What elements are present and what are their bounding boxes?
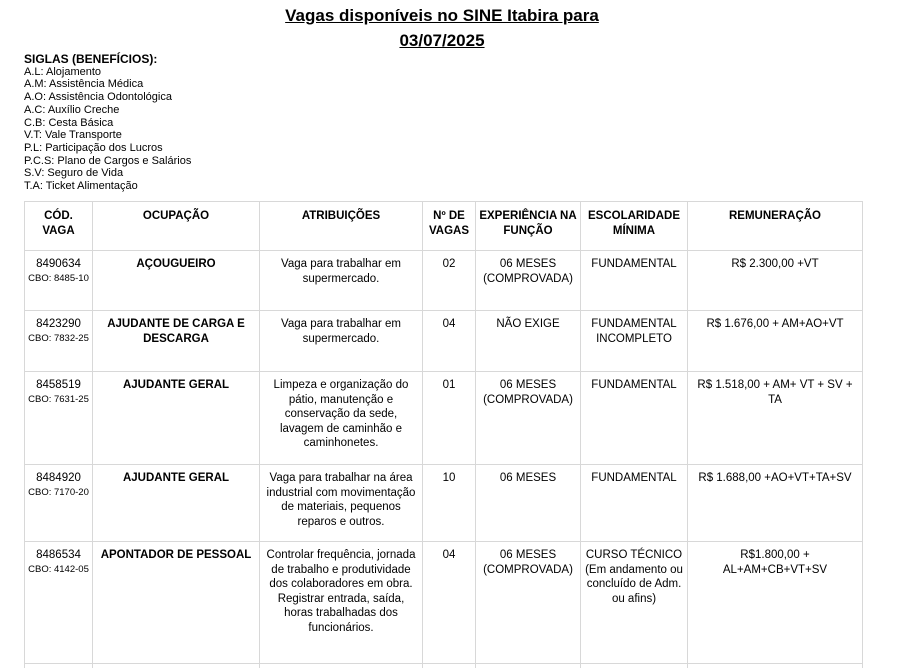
legend-item: C.B: Cesta Básica [24, 116, 114, 129]
job-code: 8490634 [36, 258, 81, 270]
cell-atribuicoes: Limpeza e organização do pátio, manutenção e conservação da sede, lavagem de caminhão e caminhonetes. [260, 372, 423, 465]
job-openings-table [24, 201, 863, 668]
cell-atribuicoes: Vaga para trabalhar em supermercado. [260, 251, 423, 311]
table-row [25, 465, 863, 542]
cell-ocupacao: AÇOUGUEIRO [93, 251, 260, 311]
cell-n-vagas: 02 [423, 251, 476, 311]
legend-item: V.T: Vale Transporte [24, 129, 122, 142]
legend-item: P.L: Participação dos Lucros [24, 141, 163, 154]
cell-atribuicoes: Vaga para trabalhar na área industrial com movimentação de materiais, pequenos reparos e outros. [260, 465, 423, 542]
header-ocupacao: OCUPAÇÃO [93, 202, 260, 251]
benefits-legend-heading: SIGLAS (BENEFÍCIOS): [24, 52, 158, 66]
cbo-code: CBO: 7832-25 [28, 332, 89, 344]
cell-escolaridade: FUNDAMENTAL [581, 251, 688, 311]
cell-n-vagas: 04 [423, 542, 476, 664]
cell-remuneracao: R$ 1.676,00 + AM+AO+VT [688, 311, 863, 372]
legend-item: A.O: Assistência Odontológica [24, 91, 172, 104]
cell-cod-vaga [25, 542, 93, 664]
job-code: 8458519 [36, 379, 81, 391]
table-header-row [25, 202, 863, 251]
cell-ocupacao: AJUDANTE GERAL [93, 465, 260, 542]
job-code: 8484920 [36, 472, 81, 484]
cell-escolaridade: CURSO TÉCNICO (Em andamento ou concluído de Adm. ou afins) [581, 542, 688, 664]
header-cod-vaga: CÓD. VAGA [25, 202, 93, 251]
header-atribuicoes: ATRIBUIÇÕES [260, 202, 423, 251]
legend-item: A.M: Assistência Médica [24, 78, 144, 91]
table-row-partial [25, 664, 863, 668]
table-row [25, 251, 863, 311]
cell-ocupacao: APONTADOR DE PESSOAL [93, 542, 260, 664]
job-code: 8423290 [36, 318, 81, 330]
cell-cod-vaga [25, 311, 93, 372]
cell-experiencia: NÃO EXIGE [476, 311, 581, 372]
cbo-code: CBO: 7170-20 [28, 486, 89, 498]
table-row [25, 311, 863, 372]
cell-ocupacao: AJUDANTE DE CARGA E DESCARGA [93, 311, 260, 372]
cell-remuneracao: R$ 2.300,00 +VT [688, 251, 863, 311]
cell-n-vagas: 10 [423, 465, 476, 542]
legend-item: T.A: Ticket Alimentação [24, 180, 138, 193]
cbo-code: CBO: 4142-05 [28, 563, 89, 575]
cell-experiencia: 06 MESES (COMPROVADA) [476, 251, 581, 311]
table-row [25, 542, 863, 664]
cell-experiencia: 06 MESES [476, 465, 581, 542]
cell-remuneracao: R$1.800,00 + AL+AM+CB+VT+SV [688, 542, 863, 664]
job-code: 8486534 [36, 549, 81, 561]
legend-item: A.L: Alojamento [24, 65, 102, 78]
benefits-legend [24, 53, 191, 193]
cell-experiencia: 06 MESES (COMPROVADA) [476, 542, 581, 664]
cell-n-vagas: 01 [423, 372, 476, 465]
legend-item: A.C: Auxílio Creche [24, 103, 120, 116]
cell-escolaridade: FUNDAMENTAL [581, 372, 688, 465]
header-experiencia: EXPERIÊNCIA NA FUNÇÃO [476, 202, 581, 251]
cell-atribuicoes: Controlar frequência, jornada de trabalho e produtividade dos colaboradores em obra. Registrar entrada, saída, horas trabalhadas dos funcionários. [260, 542, 423, 664]
table-row [25, 372, 863, 465]
cell-cod-vaga [25, 372, 93, 465]
cell-cod-vaga [25, 251, 93, 311]
cell-remuneracao: R$ 1.518,00 + AM+ VT + SV + TA [688, 372, 863, 465]
cell-escolaridade: FUNDAMENTAL INCOMPLETO [581, 311, 688, 372]
cell-remuneracao: R$ 1.688,00 +AO+VT+TA+SV [688, 465, 863, 542]
header-escolaridade: ESCOLARIDADE MÍNIMA [581, 202, 688, 251]
page-date: 03/07/2025 [399, 31, 485, 50]
header-n-vagas: Nº DE VAGAS [423, 202, 476, 251]
cell-escolaridade: FUNDAMENTAL [581, 465, 688, 542]
cbo-code: CBO: 8485-10 [28, 272, 89, 284]
page-title: Vagas disponíveis no SINE Itabira para [285, 6, 599, 25]
cbo-code: CBO: 7631-25 [28, 393, 89, 405]
legend-item: S.V: Seguro de Vida [24, 167, 124, 180]
cell-atribuicoes: Vaga para trabalhar em supermercado. [260, 311, 423, 372]
cell-n-vagas: 04 [423, 311, 476, 372]
header-remuneracao: REMUNERAÇÃO [688, 202, 863, 251]
cell-cod-vaga [25, 465, 93, 542]
cell-ocupacao: AJUDANTE GERAL [93, 372, 260, 465]
legend-item: P.C.S: Plano de Cargos e Salários [24, 154, 192, 167]
cell-experiencia: 06 MESES (COMPROVADA) [476, 372, 581, 465]
